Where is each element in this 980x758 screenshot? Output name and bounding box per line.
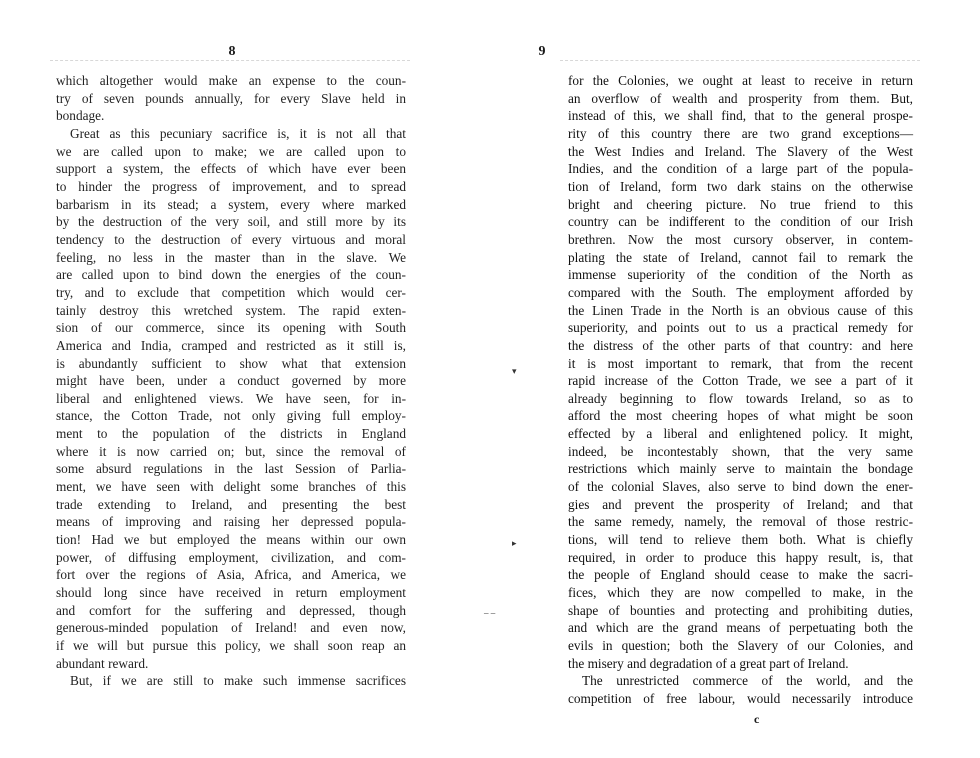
- text-line: of the colonial Slaves, also serve to bind down the ener-: [568, 479, 913, 495]
- right-page: [490, 0, 980, 758]
- text-line: sion of our commerce, since its opening with South: [56, 320, 406, 336]
- text-line: the misery and degradation of a great part of Ireland.: [568, 655, 849, 671]
- text-line: rity of this country there are two grand exceptions—: [568, 125, 913, 141]
- text-line: which altogether would make an expense to the coun-: [56, 73, 406, 88]
- text-line: barbarism in its stead; a system, every where marked: [56, 196, 406, 212]
- gutter-mark: – –: [484, 608, 496, 618]
- text-line: trade extending to Ireland, and presenting the best: [56, 496, 406, 512]
- text-line: means of improving and raising her depressed popula-: [56, 514, 406, 530]
- text-line: should long since have received in return employment: [56, 585, 406, 601]
- text-line: country can be indifferent to the condition of our Irish: [568, 214, 913, 230]
- header-rule: [50, 60, 410, 61]
- text-line: are called upon to bind down the energies of the coun-: [56, 267, 406, 283]
- text-line: tendency to the destruction of every virtuous and moral: [56, 231, 406, 247]
- text-line: where it is now carried on; but, since the removal of: [56, 443, 406, 459]
- text-line: Great as this pecuniary sacrifice is, it is not all that: [70, 125, 406, 141]
- text-line: tainly destroy this wretched system. The rapid exten-: [56, 302, 406, 318]
- text-line: some absurd regulations in the last Session of Parlia-: [56, 461, 406, 477]
- text-line: generous-minded population of Ireland! and even now,: [56, 620, 406, 636]
- text-line: fort over the regions of Asia, Africa, and America, we: [56, 567, 406, 583]
- text-line: indeed, be incontestably shown, that the very same: [568, 443, 913, 459]
- text-line: rapid increase of the Cotton Trade, we see a part of it: [568, 373, 913, 389]
- text-line: bright and cheering picture. No true friend to this: [568, 196, 913, 212]
- text-line: it is most important to remark, that from the recent: [568, 355, 913, 371]
- text-line: the same remedy, namely, the removal of those restric-: [568, 514, 913, 530]
- text-line: Indies, and the condition of a large part of the popula-: [568, 161, 913, 177]
- text-line: power, of diffusing employment, civilization, and com-: [56, 549, 406, 565]
- header-rule: [560, 60, 920, 61]
- text-line: try of seven pounds annually, for every Slave held in: [56, 90, 406, 106]
- text-line: we are called upon to make; we are called upon to: [56, 143, 406, 159]
- page-number: 8: [228, 44, 236, 59]
- gutter-mark: ▸: [512, 538, 517, 548]
- text-line: required, in order to produce this happy result, is, that: [568, 549, 913, 565]
- text-line: the Linen Trade in the North is an obvious cause of this: [568, 302, 913, 318]
- text-line: evils in question; both the Slavery of our Colonies, and: [568, 638, 913, 653]
- text-line: to hinder the progress of improvement, and to spread: [56, 178, 406, 194]
- text-line: the West Indies and Ireland. The Slavery of the West: [568, 143, 913, 159]
- text-line: instead of this, we shall find, that to the general prospe-: [568, 108, 913, 124]
- signature-mark: c: [754, 712, 760, 726]
- text-line: and comfort for the suffering and depressed, though: [56, 602, 406, 618]
- text-line: fices, which they are now compelled to make, in the: [568, 585, 913, 601]
- text-line: superiority, and points out to us a practical remedy for: [568, 320, 913, 336]
- text-line: and which are the grand means of perpetuating both the: [568, 620, 913, 636]
- text-line: The unrestricted commerce of the world, and the: [582, 673, 913, 689]
- text-line: immense superiority of the condition of the North as: [568, 267, 913, 283]
- text-line: ment to the population of the districts in England: [56, 426, 406, 442]
- text-line: ment, we have seen with delight some branches of this: [56, 479, 406, 495]
- text-line: abundant reward.: [56, 655, 149, 671]
- text-line: plating the state of Ireland, cannot fail to remark the: [568, 249, 913, 265]
- text-line: tions, will tend to relieve them both. What is chiefly: [568, 532, 913, 548]
- text-line: the distress of the other parts of that country: and here: [568, 337, 913, 353]
- text-line: if we will but pursue this policy, we shall soon reap an: [56, 638, 406, 653]
- text-line: But, if we are still to make such immense sacrifices: [70, 673, 406, 689]
- text-line: is abundantly sufficient to show what that extension: [56, 355, 406, 371]
- gutter-mark: ▾: [512, 366, 517, 376]
- text-line: for the Colonies, we ought at least to receive in return: [568, 73, 913, 88]
- text-line: already beginning to flow towards Ireland, so as to: [568, 390, 913, 406]
- text-line: support a system, the effects of which have ever been: [56, 161, 406, 177]
- text-line: liberal and enlightened views. We have seen, for in-: [56, 390, 406, 406]
- text-line: the people of England should cease to make the sacri-: [568, 567, 913, 583]
- text-line: feeling, no less in the master than in the slave. We: [56, 249, 406, 265]
- text-line: America and India, cramped and restricted as it still is,: [56, 337, 406, 353]
- text-line: brethren. Now the most cursory observer, in contem-: [568, 231, 913, 247]
- text-line: gies and prevent the prosperity of Ireland; and that: [568, 496, 913, 512]
- text-line: restrictions which mainly serve to maintain the bondage: [568, 461, 913, 477]
- text-line: tion! Had we but employed the means within our own: [56, 532, 406, 548]
- text-line: tion of Ireland, form two dark stains on the otherwise: [568, 178, 913, 194]
- page-body: [568, 72, 913, 708]
- text-line: try, and to exclude that competition which would cer-: [56, 284, 406, 300]
- page-body: [56, 72, 406, 690]
- text-line: stance, the Cotton Trade, not only giving full employ-: [56, 408, 406, 424]
- text-line: an overflow of wealth and prosperity from them. But,: [568, 90, 913, 106]
- text-line: compared with the South. The employment afforded by: [568, 284, 913, 300]
- text-line: afford the most cheering hopes of what might be soon: [568, 408, 913, 424]
- text-line: effected by a liberal and enlightened policy. It might,: [568, 426, 913, 442]
- text-line: shape of bounties and protecting and prohibiting duties,: [568, 602, 913, 618]
- page-number: 9: [538, 44, 546, 59]
- text-line: by the destruction of the very soil, and still more by its: [56, 214, 406, 230]
- text-line: competition of free labour, would necessarily introduce: [568, 690, 913, 706]
- text-line: might have been, under a conduct governed by more: [56, 373, 406, 389]
- text-line: bondage.: [56, 108, 105, 124]
